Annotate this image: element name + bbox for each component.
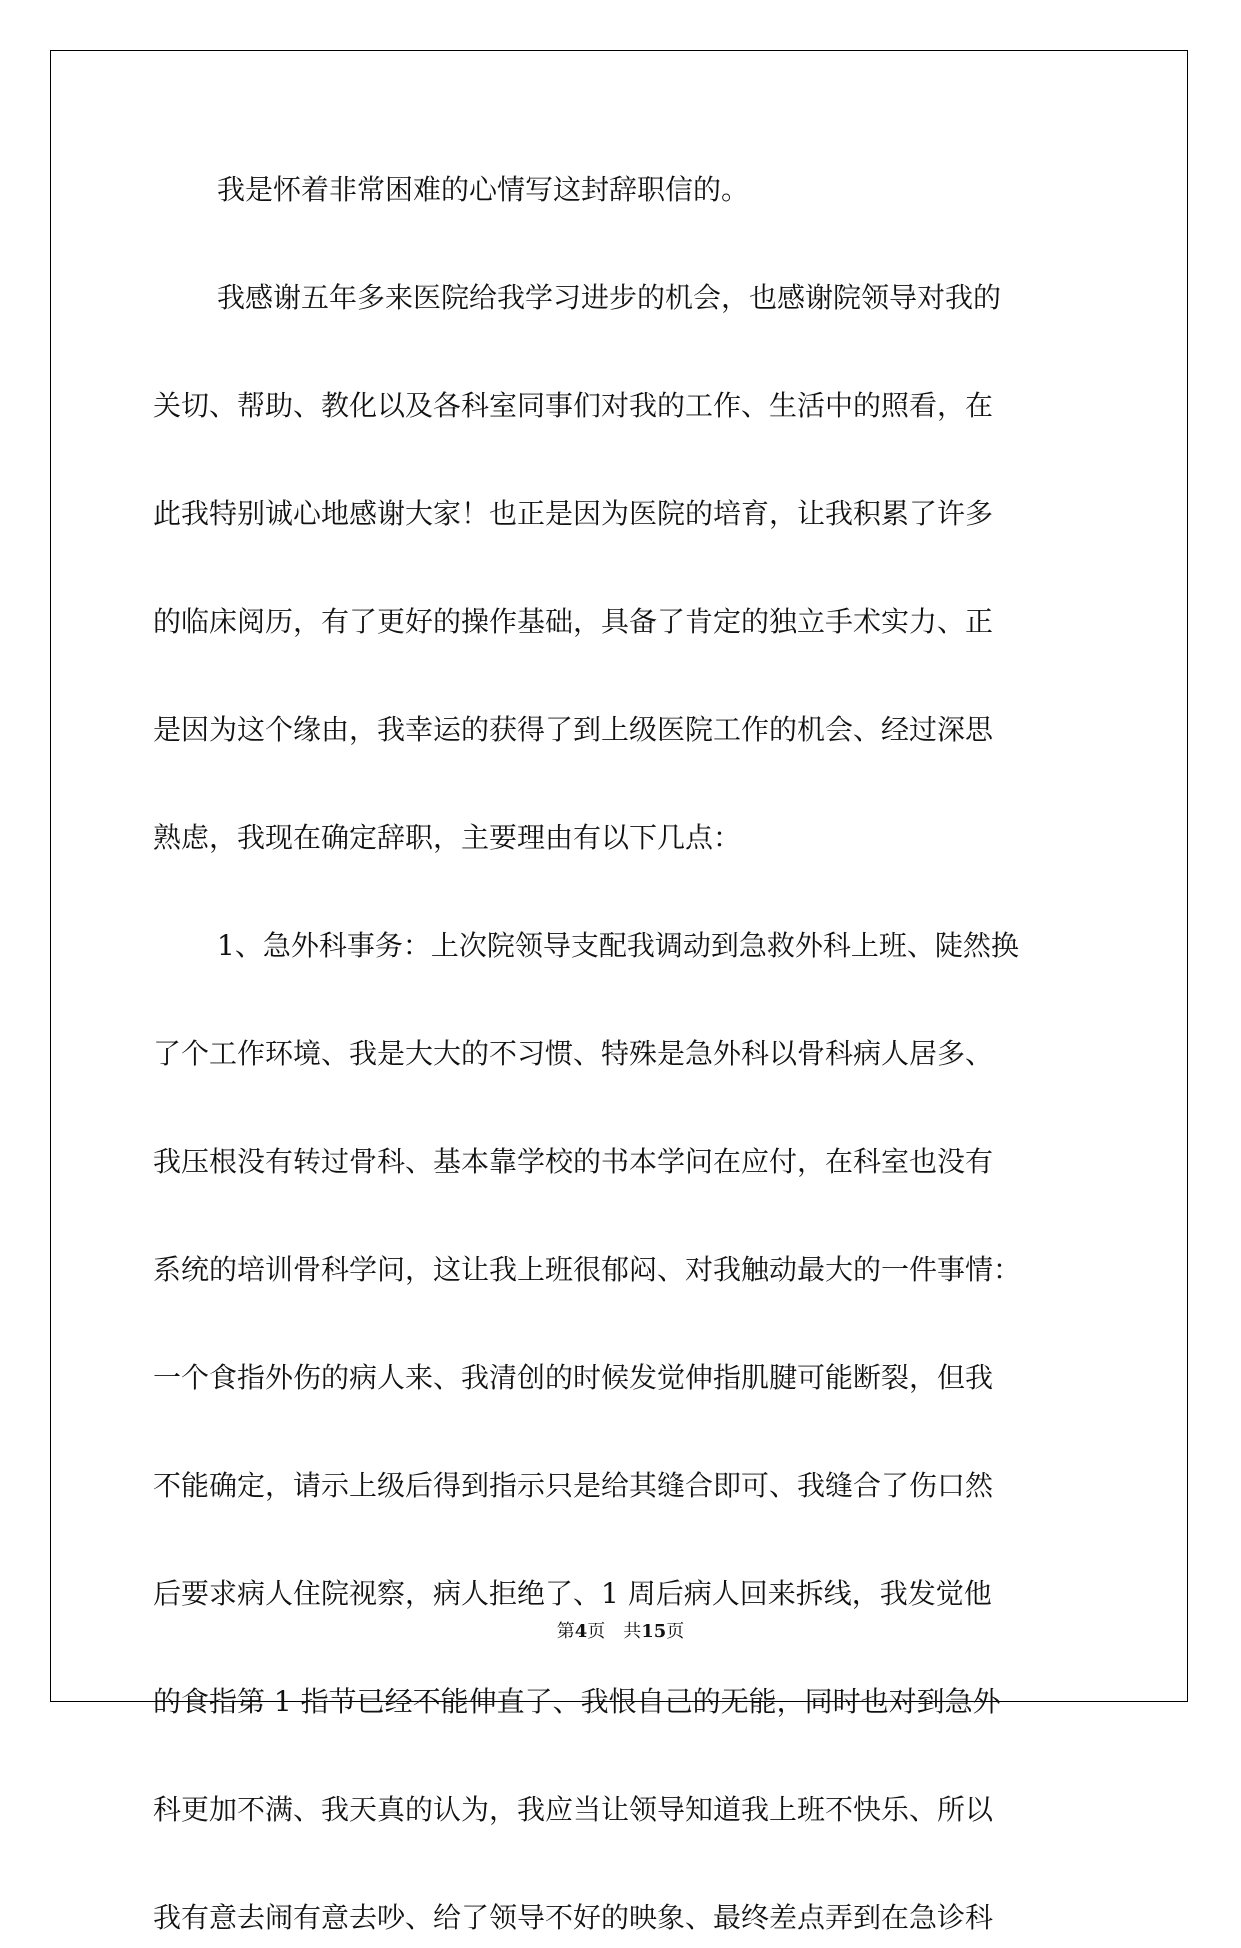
paragraph-2-line-6: 熟虑，我现在确定辞职，主要理由有以下几点： <box>153 821 742 854</box>
paragraph-3-line-2: 了个工作环境、我是大大的不习惯、特殊是急外科以骨科病人居多、 <box>153 1037 994 1070</box>
page-total: 15 <box>641 1621 667 1642</box>
page-current: 4 <box>574 1621 588 1642</box>
paragraph-1-line-1: 我是怀着非常困难的心情写这封辞职信的。 <box>217 173 750 206</box>
paragraph-3-line-10: 我有意去闹有意去吵、给了领导不好的映象、最终差点弄到在急诊科 <box>153 1901 994 1934</box>
paragraph-3-line-9: 科更加不满、我天真的认为，我应当让领导知道我上班不快乐、所以 <box>153 1793 994 1826</box>
paragraph-3-line-4: 系统的培训骨科学问，这让我上班很郁闷、对我触动最大的一件事情： <box>153 1253 1022 1286</box>
page-prefix: 第 <box>556 1621 575 1642</box>
paragraph-2-line-3: 此我特别诚心地感谢大家！也正是因为医院的培育，让我积累了许多 <box>153 497 994 530</box>
paragraph-3-line-1: 1、急外科事务：上次院领导支配我调动到急救外科上班、陡然换 <box>217 929 1019 962</box>
total-prefix: 共 <box>623 1621 642 1642</box>
paragraph-3-line-3: 我压根没有转过骨科、基本靠学校的书本学问在应付，在科室也没有 <box>153 1145 994 1178</box>
paragraph-3-line-6: 不能确定，请示上级后得到指示只是给其缝合即可、我缝合了伤口然 <box>153 1469 994 1502</box>
paragraph-2-line-5: 是因为这个缘由，我幸运的获得了到上级医院工作的机会、经过深思 <box>153 713 994 746</box>
paragraph-3-line-8: 的食指第 1 指节已经不能伸直了、我恨自己的无能，同时也对到急外 <box>153 1685 1001 1718</box>
paragraph-2-line-4: 的临床阅历，有了更好的操作基础，具备了肯定的独立手术实力、正 <box>153 605 994 638</box>
paragraph-2-line-2: 关切、帮助、教化以及各科室同事们对我的工作、生活中的照看，在 <box>153 389 994 422</box>
total-suffix: 页 <box>666 1621 685 1642</box>
document-body <box>153 160 1088 1948</box>
page-suffix: 页 <box>587 1621 606 1642</box>
paragraph-2-line-1: 我感谢五年多来医院给我学习进步的机会，也感谢院领导对我的 <box>217 281 1002 314</box>
paragraph-3-line-5: 一个食指外伤的病人来、我清创的时候发觉伸指肌腱可能断裂，但我 <box>153 1361 994 1394</box>
page-footer <box>0 1620 1241 1644</box>
paragraph-3-line-7: 后要求病人住院视察，病人拒绝了、1 周后病人回来拆线，我发觉他 <box>153 1577 992 1610</box>
